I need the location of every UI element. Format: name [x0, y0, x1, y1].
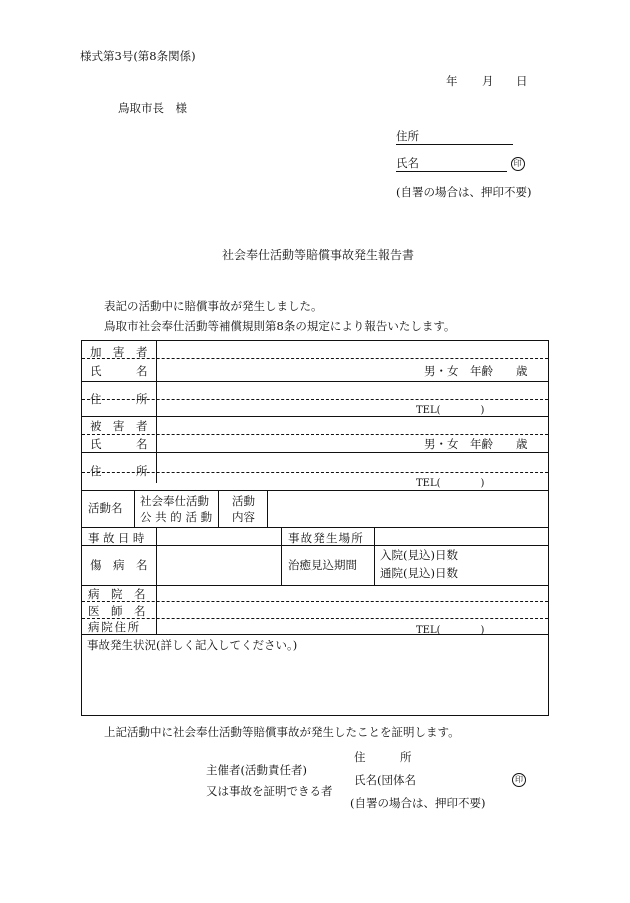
date-year-label: 年 — [446, 74, 458, 88]
form-number: 様式第3号(第8条関係) — [80, 49, 196, 63]
activity-type-social[interactable]: 社会奉仕活動 — [140, 494, 209, 508]
accident-datetime-label: 事故日時 — [88, 531, 148, 545]
hospital-address-label: 病院住所 — [88, 620, 141, 634]
hospital-name-label: 病 院 名 — [88, 587, 146, 601]
document-title: 社会奉仕活動等賠償事故発生報告書 — [222, 248, 415, 262]
cert-witness-label: 又は事故を証明できる者 — [206, 784, 333, 798]
accident-situation-label: 事故発生状況(詳しく記入してください。) — [87, 638, 298, 652]
cert-organizer-label: 主催者(活動責任者) — [206, 763, 307, 777]
doctor-name-label: 医 師 名 — [88, 604, 146, 618]
seal-icon: 印 — [511, 157, 525, 171]
activity-content-label-2: 内容 — [232, 510, 255, 524]
victim-tel[interactable]: TEL( ) — [416, 478, 485, 489]
reporter-name-field[interactable] — [396, 155, 525, 172]
reporter-note: (自署の場合は、押印不要) — [396, 185, 532, 199]
cert-note: (自署の場合は、押印不要) — [350, 796, 486, 810]
intro-line-1: 表記の活動中に賠償事故が発生しました。 — [104, 299, 323, 313]
cert-address-label: 住 所 — [354, 750, 412, 764]
activity-type-public[interactable]: 公 共 的 活 動 — [140, 510, 213, 524]
date-day-label: 日 — [516, 74, 528, 88]
report-table — [81, 340, 549, 716]
addressee: 鳥取市長 様 — [118, 101, 187, 115]
perpetrator-name-label: 氏 名 — [90, 364, 148, 378]
perpetrator-address-label: 住 所 — [90, 392, 148, 406]
accident-place-label: 事故発生場所 — [288, 531, 364, 545]
date-month-label: 月 — [482, 74, 494, 88]
reporter-address-field[interactable] — [396, 128, 513, 145]
perpetrator-sex-age[interactable]: 男・女 年齢 歳 — [424, 364, 528, 378]
victim-sex-age[interactable]: 男・女 年齢 歳 — [424, 437, 528, 451]
hospital-days-label: 入院(見込)日数 — [380, 548, 458, 562]
reporter-address-label: 住所 — [396, 129, 419, 143]
victim-name-label: 氏 名 — [90, 437, 148, 451]
hospital-tel[interactable]: TEL( ) — [416, 625, 485, 636]
cert-name-label: 氏名(団体名 — [354, 773, 416, 787]
reporter-name-label: 氏名 — [396, 155, 507, 172]
victim-address-label: 住 所 — [90, 464, 148, 478]
recovery-period-label: 治癒見込期間 — [288, 558, 357, 572]
accident-situation-field[interactable] — [82, 653, 548, 715]
injury-name-label: 傷 病 名 — [90, 558, 148, 572]
cert-seal-icon: 印 — [512, 772, 526, 787]
outpatient-days-label: 通院(見込)日数 — [380, 566, 458, 580]
intro-line-2: 鳥取市社会奉仕活動等補償規則第8条の規定により報告いたします。 — [104, 319, 456, 333]
activity-content-label: 活動 — [232, 494, 255, 508]
victim-label: 被 害 者 — [90, 419, 148, 433]
certification-statement: 上記活動中に社会奉仕活動等賠償事故が発生したことを証明します。 — [104, 725, 460, 739]
perpetrator-label: 加 害 者 — [90, 345, 148, 359]
perpetrator-tel[interactable]: TEL( ) — [416, 405, 485, 416]
activity-name-label: 活動名 — [88, 501, 123, 515]
